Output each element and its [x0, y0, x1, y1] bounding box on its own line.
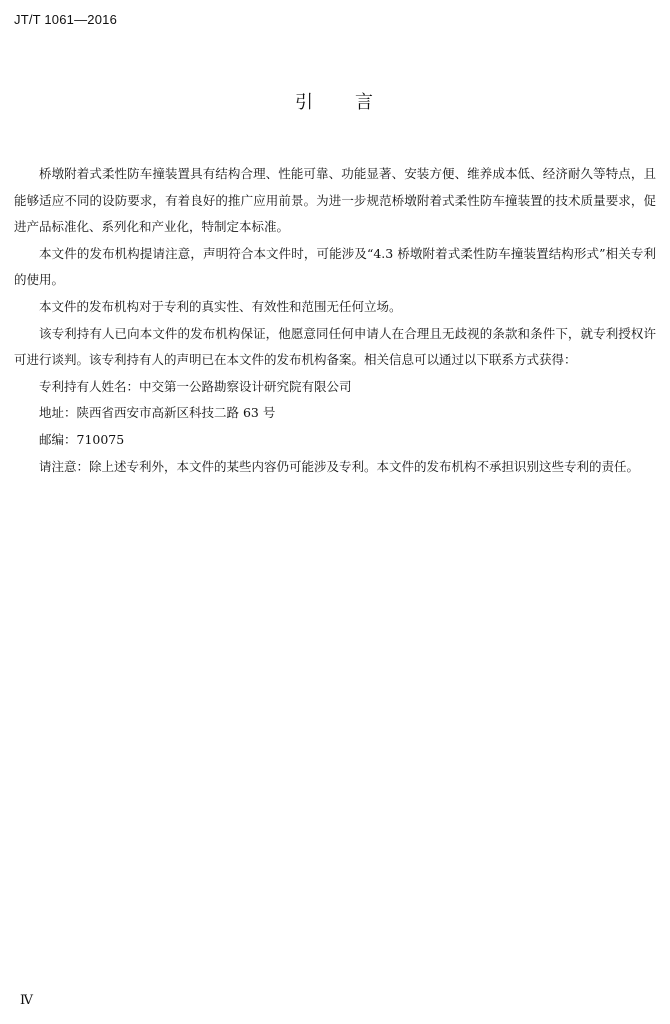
body-text: [14, 161, 656, 480]
page-title: 引 言: [295, 92, 375, 113]
paragraph-patent-holder-guarantee: 该专利持有人已向本文件的发布机构保证，他愿意同任何申请人在合理且无歧视的条款和条件下，就专利授权许可进行谈判。该专利持有人的声明已在本文件的发布机构备案。相关信息可以通过以下联系方式获得：: [14, 325, 656, 368]
paragraph-patent-notice: 本文件的发布机构提请注意，声明符合本文件时，可能涉及“4.3 桥墩附着式柔性防车撞装置结构形式”相关专利的使用。: [14, 245, 656, 288]
paragraph-disclaimer: 请注意：除上述专利外，本文件的某些内容仍可能涉及专利。本文件的发布机构不承担识别这些专利的责任。: [39, 458, 640, 474]
paragraph-position-statement: 本文件的发布机构对于专利的真实性、有效性和范围无任何立场。: [39, 298, 402, 314]
paragraph-postcode: 邮编：710075: [39, 431, 125, 447]
paragraph-holder-name: 专利持有人姓名：中交第一公路勘察设计研究院有限公司: [39, 378, 352, 394]
page-number: Ⅳ: [20, 993, 33, 1008]
paragraph-address: 地址：陕西省西安市高新区科技二路 63 号: [39, 405, 276, 421]
paragraph-intro: 桥墩附着式柔性防车撞装置具有结构合理、性能可靠、功能显著、安装方便、维养成本低、经济耐久等特点，且能够适应不同的设防要求，有着良好的推广应用前景。为进一步规范桥墩附着式柔性防车撞装置的技术质量要求，促进产品标准化、系列化和产业化，特制定本标准。: [14, 166, 656, 235]
standard-code: JT/T 1061—2016: [14, 12, 118, 27]
